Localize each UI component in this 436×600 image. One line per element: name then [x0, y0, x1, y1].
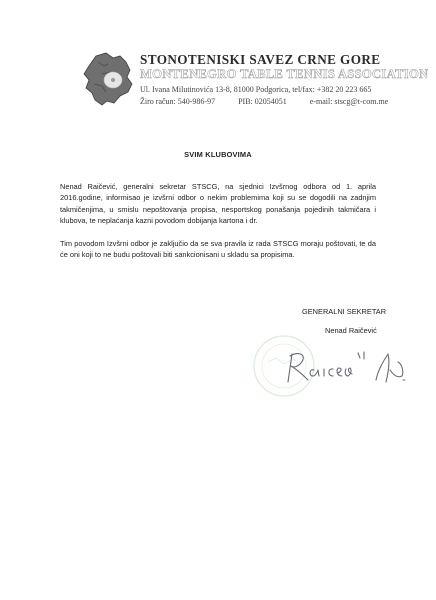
organization-name: STONOTENISKI SAVEZ CRNE GORE — [140, 52, 381, 67]
handwritten-signature — [278, 340, 412, 394]
letter-title: SVIM KLUBOVIMA — [184, 150, 252, 159]
contact-address: Ul. Ivana Milutinovića 13-8, 81000 Podgorica, tel/fax: +382 20 223 665 — [140, 85, 372, 94]
bank-account: Žiro račun: 540-986-97 — [140, 97, 216, 106]
tax-id: PIB: 02054051 — [238, 97, 287, 106]
signatory-role: GENERALNI SEKRETAR — [302, 307, 387, 316]
signatory-name: Nenad Raičević — [325, 326, 377, 335]
contact-details — [140, 97, 388, 106]
montenegro-map-logo-icon — [80, 50, 138, 108]
organization-name-english: MONTENEGRO TABLE TENNIS ASSOCIATION — [140, 67, 429, 81]
paragraph: Tim povodom Izvšrni odbor je zaključio da se sva pravila iz rada STSCG moraju poštovati, te da će oni koji to ne budu poštovali biti sankcionisani u skladu sa propisima. — [60, 239, 376, 260]
paragraph: Nenad Raičević, generalni sekretar STSCG, na sjednici Izvšrnog odbora od 1. aprila 2016.godine, informisao je izvšrni odbor o nekim problemima koji su se dogodili na zadnjim takmičenjima, u smislu nepoštovanja propisa, nesportskog ponašanja pojedinih takmičara i klubova, te neplaćanja kazni povodom dobijanja kartona i dr. — [60, 182, 376, 225]
email: e-mail: stscg@t-com.me — [309, 97, 389, 106]
